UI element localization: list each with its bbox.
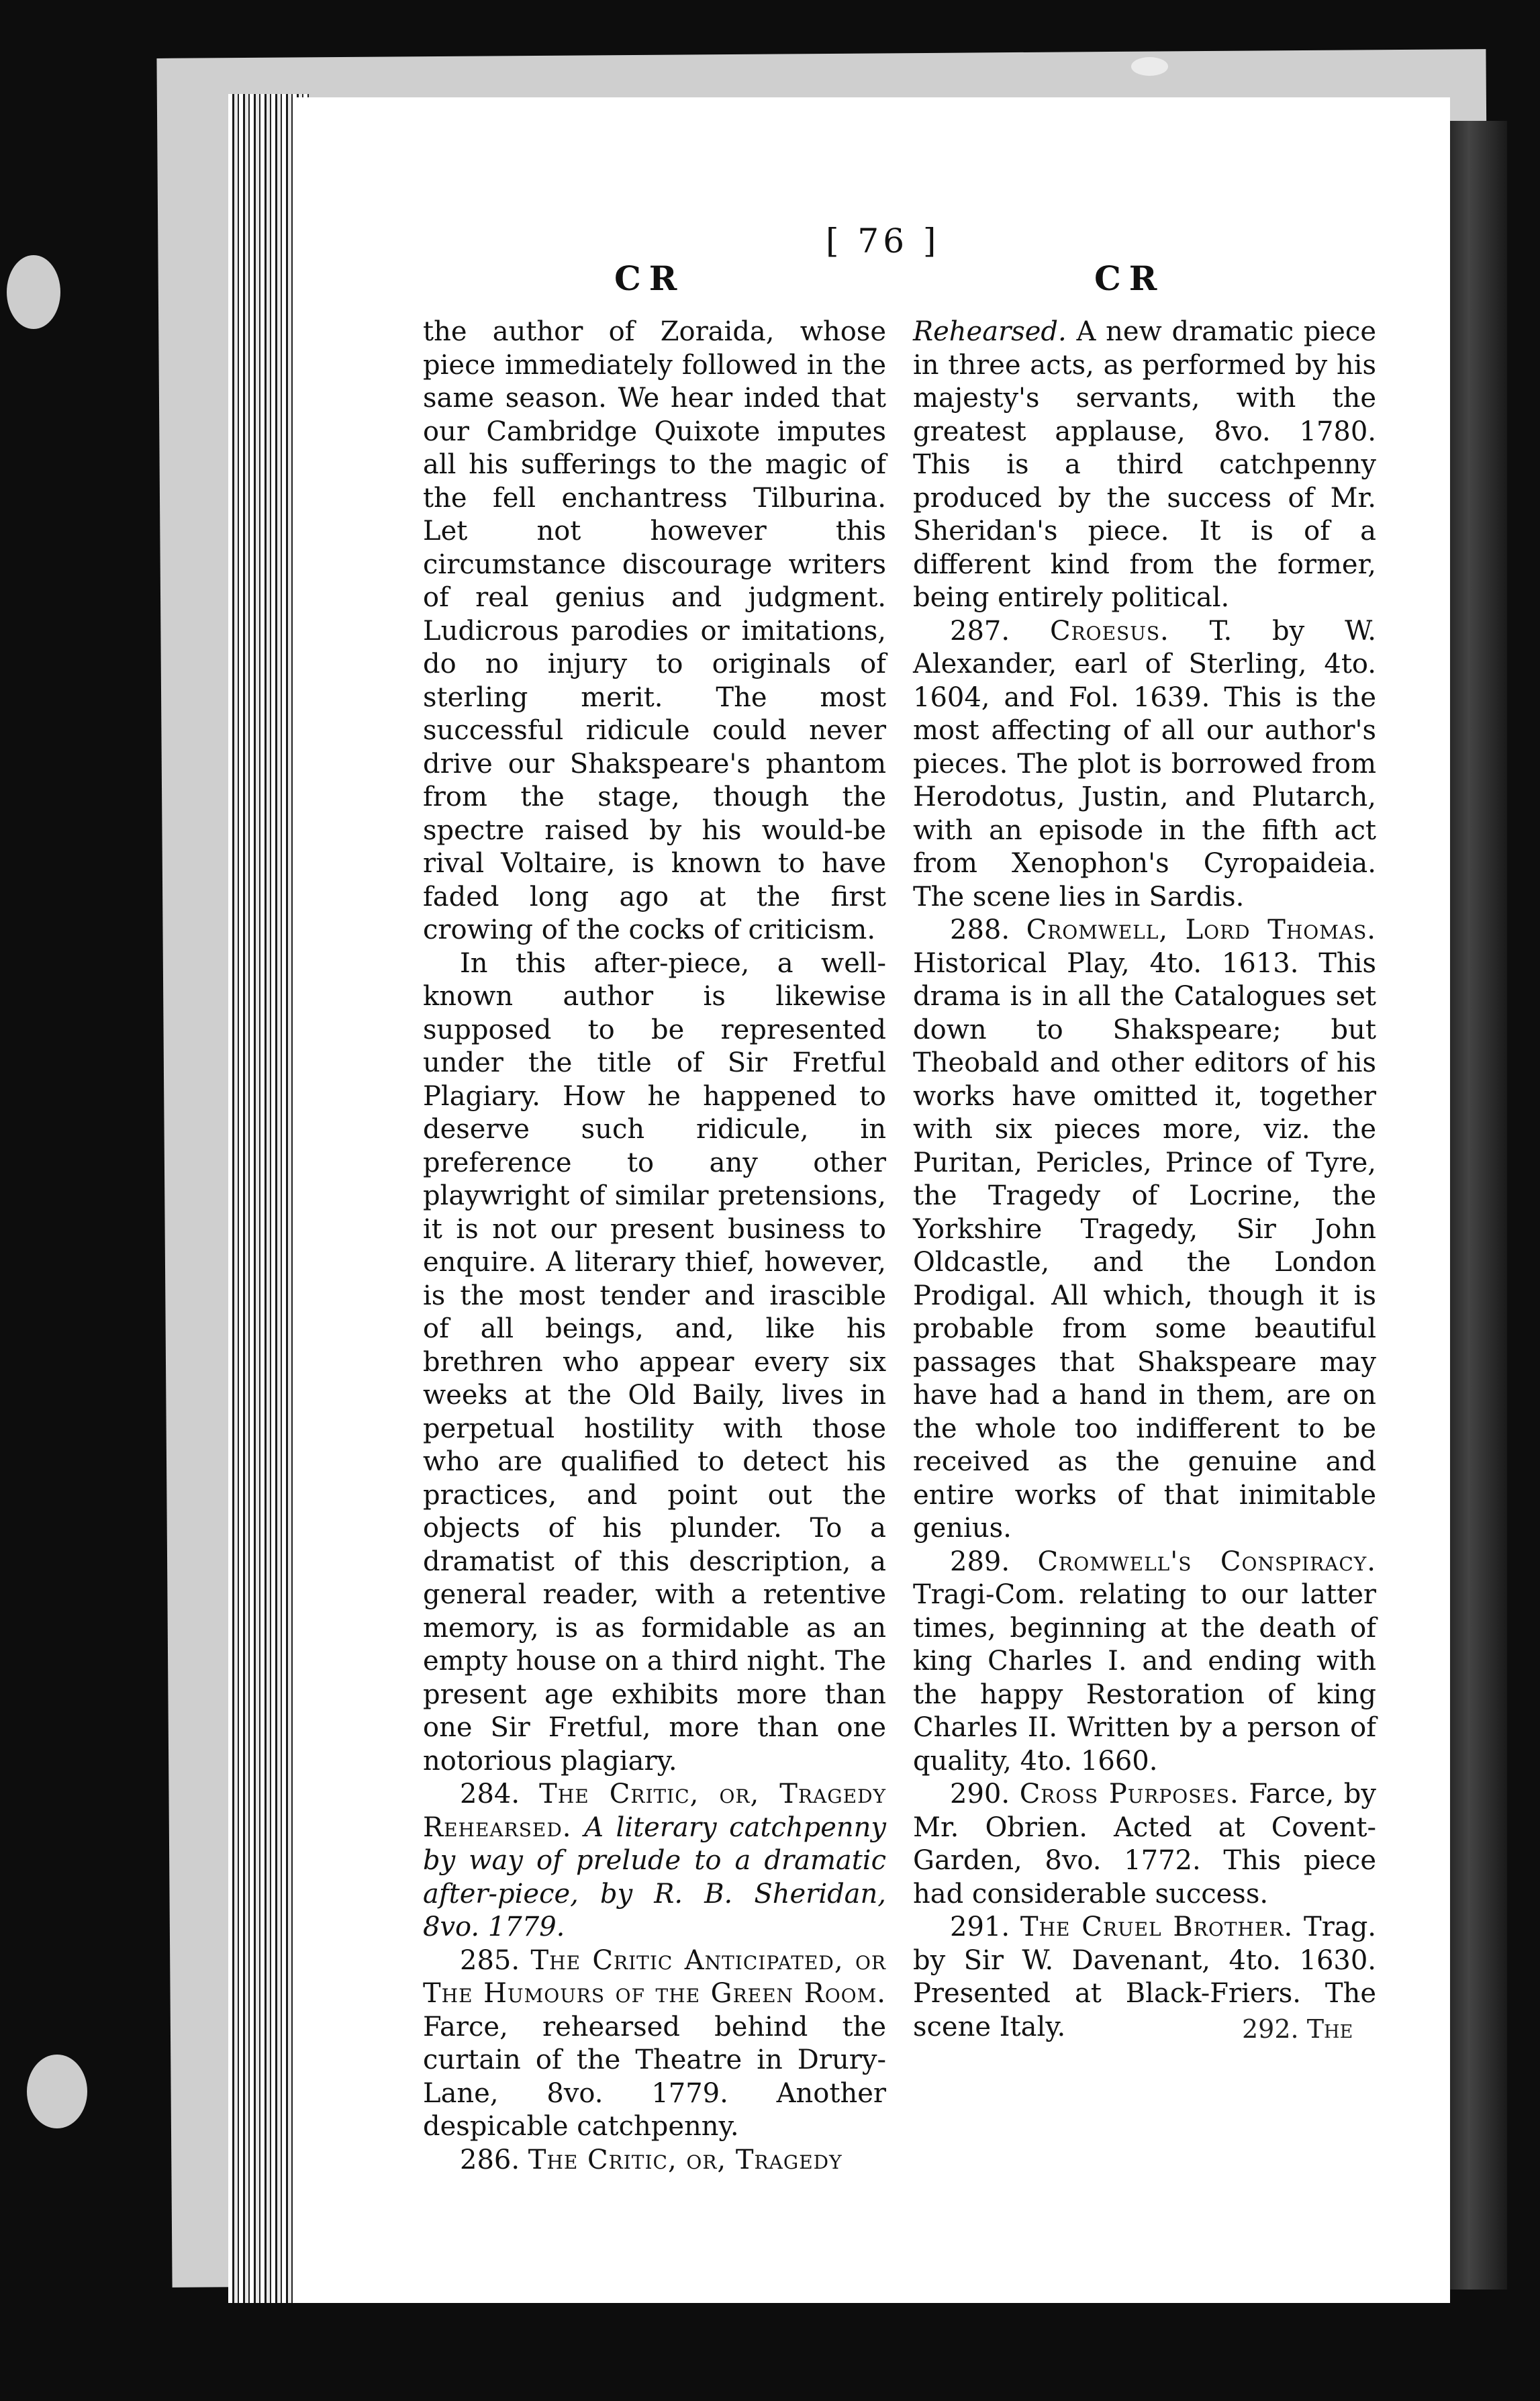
entry-title: Rehearsed. [913, 316, 1067, 347]
entry-number: 291. [950, 1912, 1010, 1942]
entry-body: A literary catchpenny by way of prelude to a dramatic after-piece, by R. B. Sheridan, 8vo. 1779. [423, 1811, 886, 1942]
header-right-abbrev: CR [1094, 258, 1165, 298]
page-number: [ 76 ] [826, 222, 941, 261]
entry-body: A new dramatic piece in three acts, as performed by his majesty's servants, with the greatest applause, 8vo. 1780. This is a third catchpenny produced by the success of Mr. Sheridan's piece. It is of a different kind from the former, being entirely political. [913, 316, 1377, 613]
entry-285 [423, 1944, 886, 2144]
entry-title: Cromwell's Conspiracy. [1037, 1546, 1376, 1577]
paper-speck [7, 255, 60, 329]
left-text-column [423, 316, 886, 2177]
paper-speck [27, 2055, 87, 2128]
paragraph-continuation: the author of Zoraida, whose piece immediately followed in the same season. We hear inded that our Cambridge Quixote imputes all his sufferings to the magic of the fell enchantress Tilburina. Let not however this circumstance discourage writers of real genius and judgment. Ludicrous parodies or imitations, do no injury to originals of sterling merit. The most successful ridicule could never drive our Shakspeare's phantom from the stage, though the spectre raised by his would-be rival Voltaire, is known to have faded long ago at the first crowing of the cocks of criticism. [423, 316, 886, 945]
entry-title: Cross Purposes. [1019, 1779, 1239, 1809]
entry-body: Trag. by Sir W. Davenant, 4to. 1630. Presented at Black-Friers. The scene Italy. [913, 1912, 1377, 2042]
entry-body: Farce, rehearsed behind the curtain of the Theatre in Drury-Lane, 8vo. 1779. Another despicable catchpenny. [423, 2011, 886, 2142]
entry-number: 289. [950, 1546, 1010, 1577]
entry-title: The Critic, or, Tragedy [528, 2144, 843, 2175]
entry-title: Croesus. [1049, 615, 1169, 647]
entry-title: The Critic Anticipated, or The Humours of the Green Room. [423, 1944, 886, 2009]
entry-287 [913, 615, 1376, 914]
entry-number: 285. [460, 1944, 520, 1976]
entry-number: 288. [950, 914, 1010, 945]
entry-288 [913, 914, 1376, 1546]
entry-title: The Critic, or, Tragedy Rehearsed. [423, 1779, 886, 1843]
running-header [423, 222, 1390, 298]
entry-286 [423, 2144, 886, 2177]
entry-290 [913, 1778, 1376, 1911]
entry-286-continued [913, 316, 1376, 615]
entry-title: Cromwell, Lord Thomas. [1026, 914, 1376, 945]
entry-number: 284. [460, 1779, 520, 1809]
entry-body: Farce, by Mr. Obrien. Acted at Covent-Garden, 8vo. 1772. This piece had considerable success. [913, 1779, 1376, 1910]
entry-body: T. by W. Alexander, earl of Sterling, 4to. 1604, and Fol. 1639. This is the most affecting of all our author's pieces. The plot is borrowed from Herodotus, Justin, and Plutarch, with an episode in the fifth act from Xenophon's Cyropaideia. The scene lies in Sardis. [913, 615, 1376, 912]
entry-289 [913, 1546, 1376, 1779]
header-left-abbrev: CR [614, 258, 685, 298]
entry-title: The Cruel Brother. [1020, 1912, 1294, 1942]
catchword: 292. The [1242, 2014, 1353, 2044]
entry-body: Historical Play, 4to. 1613. This drama is in all the Catalogues set down to Shakspeare; but Theobald and other editors of his works have omitted it, together with six pieces more, viz. the Puritan, Pericles, Prince of Tyre, the Tragedy of Locrine, the Yorkshire Tragedy, Sir John Oldcastle, and the London Prodigal. All which, though it is probable from some beautiful passages that Shakspeare may have had a hand in them, are on the whole too indifferent to be received as the genuine and entire works of that inimitable genius. [913, 947, 1376, 1544]
paragraph-sir-fretful: In this after-piece, a well-known author is likewise supposed to be represented under the title of Sir Fretful Plagiary. How he happened to deserve such ridicule, in preference to any other playwright of similar pretensions, it is not our present business to enquire. A literary thief, however, is the most tender and irascible of all beings, and, like his brethren who appear every six weeks at the Old Baily, lives in perpetual hostility with those who are qualified to detect his practices, and point out the objects of his plunder. To a dramatist of this description, a general reader, with a retentive memory, is as formidable as an empty house on a third night. The present age exhibits more than one Sir Fretful, more than one notorious plagiary. [423, 947, 886, 1777]
paper-speck [1131, 57, 1168, 76]
entry-284 [423, 1778, 886, 1944]
entry-number: 286. [460, 2144, 520, 2175]
gutter-shadow [1443, 121, 1507, 2290]
right-text-column [913, 316, 1376, 2044]
entry-number: 287. [950, 615, 1010, 647]
entry-number: 290. [950, 1779, 1010, 1809]
entry-body: Tragi-Com. relating to our latter times, beginning at the death of king Charles I. and ending with the happy Restoration of king Charles II. Written by a person of quality, 4to. 1660. [913, 1579, 1376, 1777]
